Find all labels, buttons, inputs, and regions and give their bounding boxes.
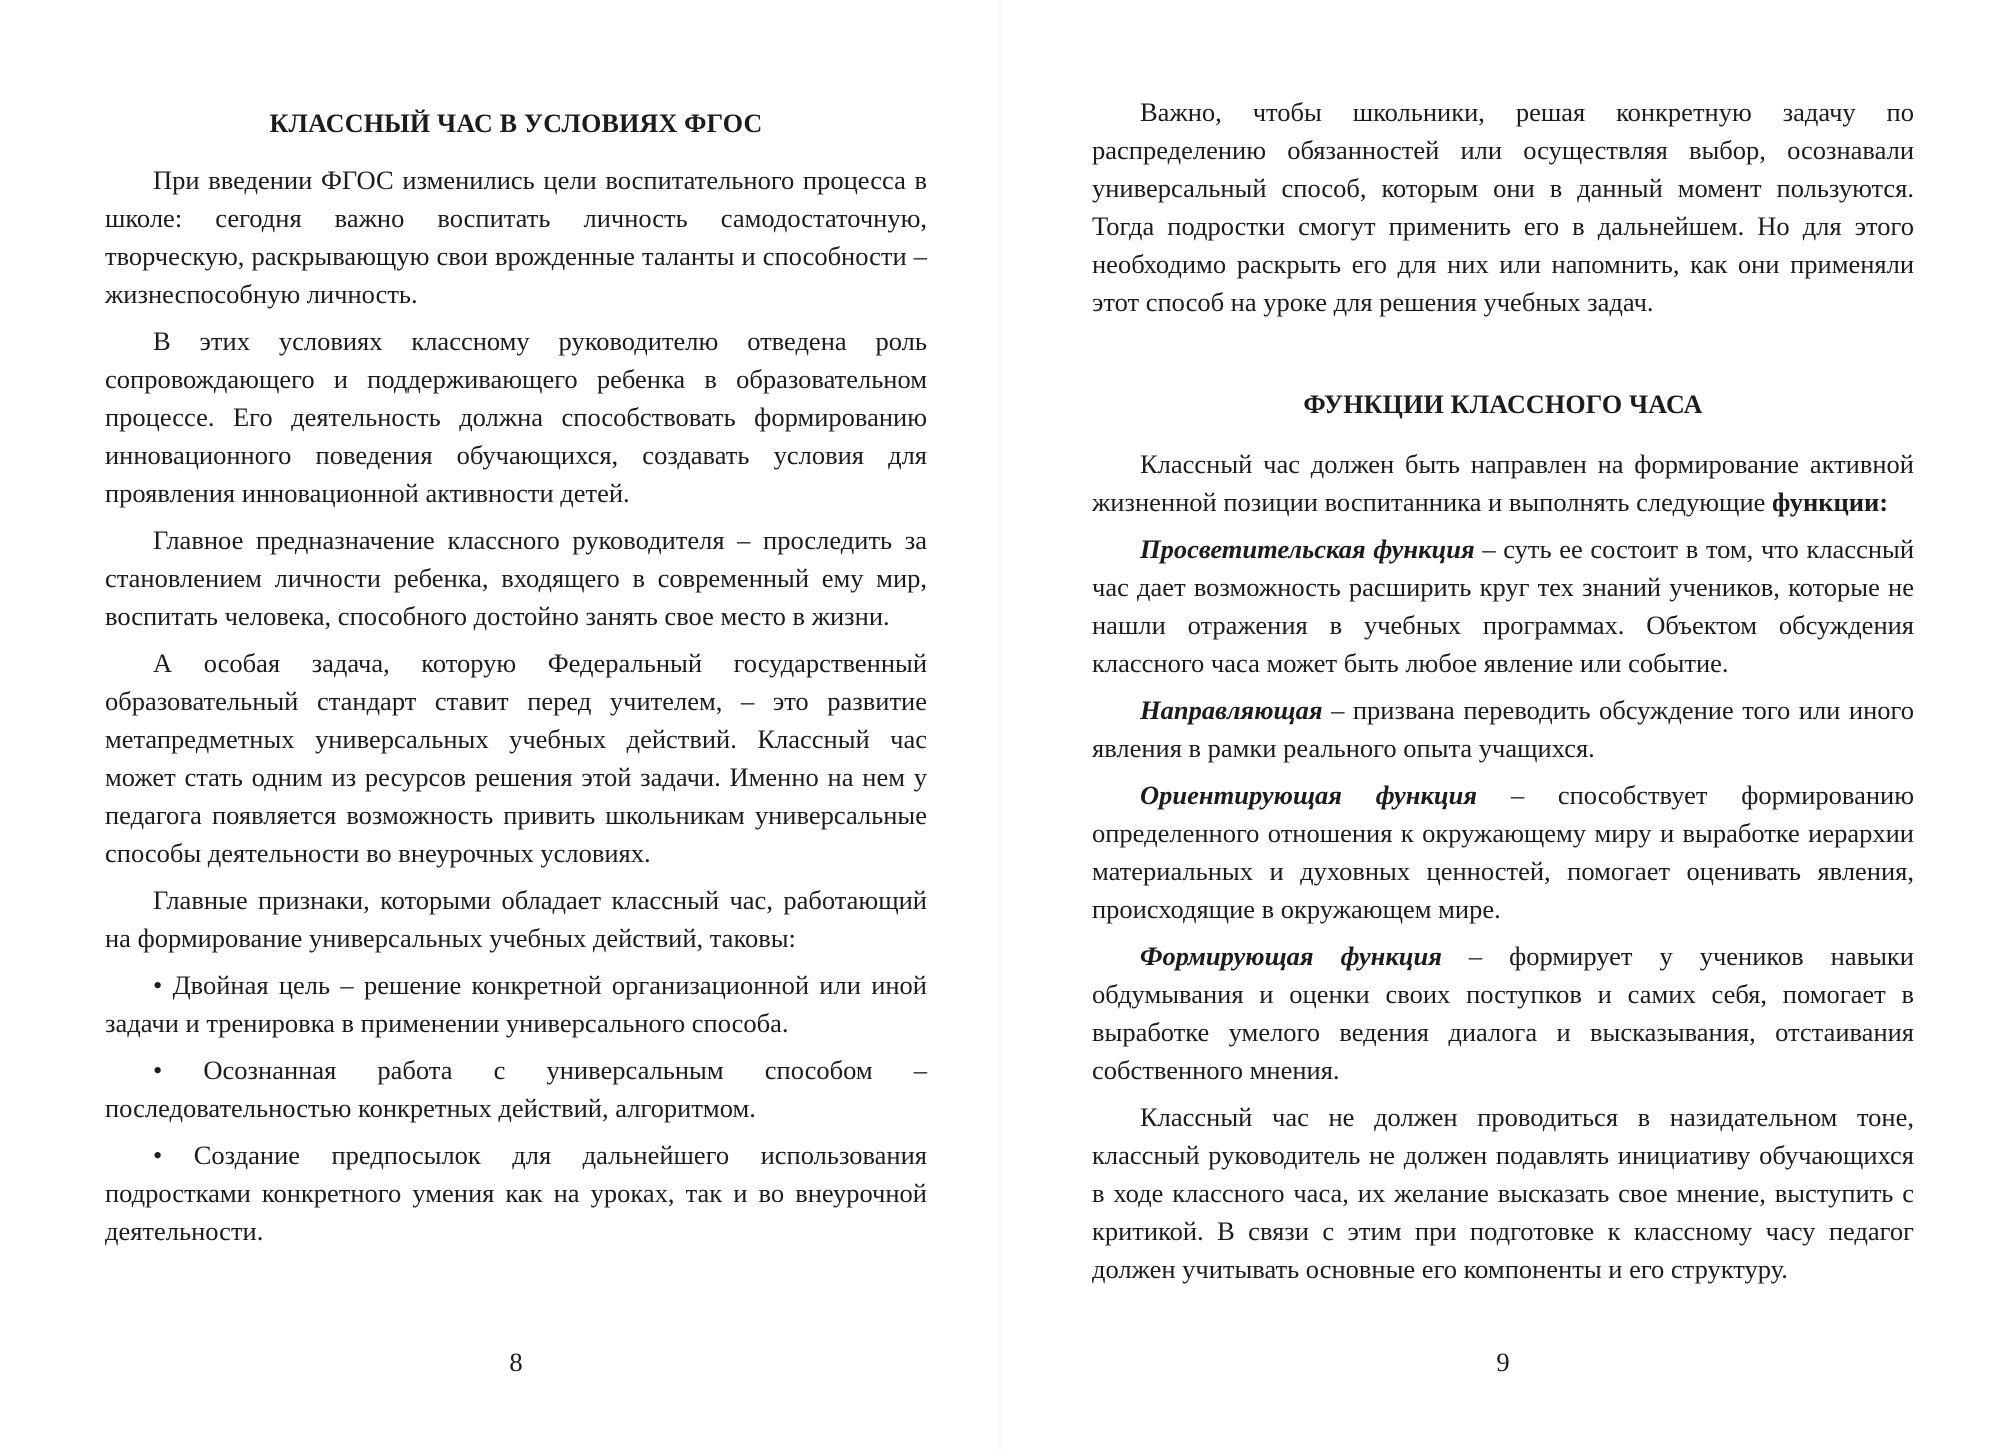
paragraph: Классный час не должен проводиться в назидательном тоне, классный руководитель не должен подавлять инициативу обучающихся в ходе классного часа, их желание высказать свое мнение, выступить с критикой. В связи с этим при подготовке к классному часу педагог должен учитывать основные его компоненты и его структуру. <box>1092 1102 1914 1284</box>
paragraph: Важно, чтобы школьники, решая конкретную задачу по распределению обязанностей или осуществляя выбор, осознавали универсальный способ, которым они в данный момент пользуются. Тогда подростки смогут применить его в дальнейшем. Но для этого необходимо раскрыть его для них или напомнить, как они применяли этот способ на уроке для решения учебных задач. <box>1092 97 1914 317</box>
function-description: – призвана переводить обсуждение того или иного явления в рамки реального опыта учащихся. <box>1092 695 1914 763</box>
function-item-orienting <box>1092 776 1914 928</box>
function-item-enlightening <box>1092 530 1914 682</box>
paragraph: Главное предназначение классного руководителя – проследить за становлением личности ребенка, входящего в современный ему мир, воспитать человека, способного достойно занять свое место в жизни. <box>105 525 927 631</box>
function-term: Просветительская функция <box>1140 534 1475 564</box>
section-title-fgos: КЛАССНЫЙ ЧАС В УСЛОВИЯХ ФГОС <box>269 109 763 138</box>
right-page-content <box>1092 93 1914 1297</box>
function-description: – способствует формированию определенного отношения к окружающему миру и выработке иерархии материальных и духовных ценностей, помогает оценивать явления, происходящие в окружающем мире. <box>1092 780 1914 924</box>
functions-lead-paragraph <box>1092 445 1914 521</box>
function-term: Направляющая <box>1140 695 1323 725</box>
lead-text: Классный час должен быть направлен на формирование активной жизненной позиции воспитанника и выполнять следующие <box>1092 449 1914 517</box>
function-term: Ориентирующая функция <box>1140 780 1478 810</box>
paragraph: А особая задача, которую Федеральный государственный образовательный стандарт ставит перед учителем, – это развитие метапредметных универсальных учебных действий. Классный час может стать одним из ресурсов решения этой задачи. Именно на нем у педагога появляется возможность привить школьникам универсальные способы деятельности во внеурочных условиях. <box>105 648 927 868</box>
paragraph: Главные признаки, которыми обладает классный час, работающий на формирование универсальных учебных действий, таковы: <box>105 885 927 953</box>
function-description: – суть ее состоит в том, что классный час дает возможность расширить круг тех знаний учеников, которые не нашли отражения в учебных программах. Объектом обсуждения классного часа может быть любое явление или событие. <box>1092 534 1915 678</box>
lead-bold-term: функции: <box>1772 487 1889 517</box>
function-item-forming <box>1092 937 1914 1089</box>
left-page-content <box>105 105 927 1259</box>
bullet-item: • Создание предпосылок для дальнейшего использования подростками конкретного умения как на уроках, так и во внеурочной деятельности. <box>105 1140 927 1246</box>
function-term: Формирующая функция <box>1140 941 1442 971</box>
bullet-item: • Осознанная работа с универсальным способом – последовательностью конкретных действий, алгоритмом. <box>105 1055 927 1123</box>
page-number-right: 9 <box>1496 1347 1510 1377</box>
book-gutter <box>999 0 1001 1451</box>
page-number-left: 8 <box>509 1347 523 1377</box>
right-page <box>1092 0 1914 1451</box>
function-description: – формирует у учеников навыки обдумывания и оценки своих поступков и самих себя, помогает в выработке умелого ведения диалога и высказывания, отстаивания собственного мнения. <box>1092 941 1914 1085</box>
left-page <box>105 0 927 1451</box>
paragraph: В этих условиях классному руководителю отведена роль сопровождающего и поддерживающего ребенка в образовательном процессе. Его деятельность должна способствовать формированию инновационного поведения обучающихся, создавать условия для проявления инновационной активности детей. <box>105 326 927 508</box>
bullet-item: • Двойная цель – решение конкретной организационной или иной задачи и тренировка в применении универсального способа. <box>105 970 927 1038</box>
function-item-directing <box>1092 691 1914 767</box>
paragraph: При введении ФГОС изменились цели воспитательного процесса в школе: сегодня важно воспитать личность самодостаточную, творческую, раскрывающую свои врожденные таланты и способности – жизнеспособную личность. <box>105 165 927 309</box>
section-title-functions: ФУНКЦИИ КЛАССНОГО ЧАСА <box>1303 390 1703 419</box>
